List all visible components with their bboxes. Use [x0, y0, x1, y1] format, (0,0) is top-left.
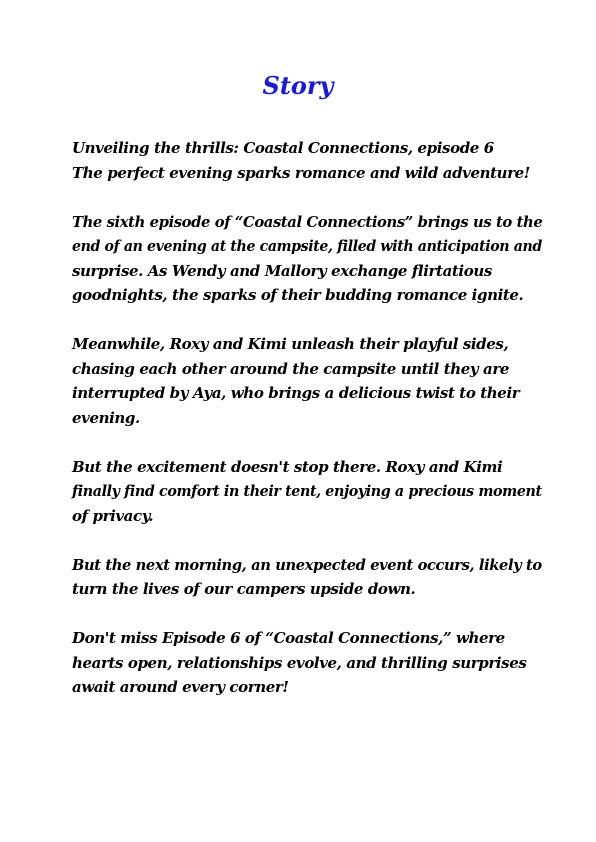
paragraph — [72, 626, 542, 700]
text-line: end of an evening at the campsite, filled with anticipation and — [72, 237, 542, 255]
text-line: await around every corner! — [72, 678, 289, 696]
text-line: chasing each other around the campsite until they are — [72, 359, 509, 378]
paragraph — [72, 455, 542, 529]
text-line: finally find comfort in their tent, enjoying a precious moment — [72, 482, 542, 500]
text-line: goodnights, the sparks of their budding romance ignite. — [72, 286, 524, 304]
text-line: interrupted by Aya, who brings a delicious twist to their — [72, 384, 520, 402]
text-line: Unveiling the thrills: Coastal Connections, episode 6 — [72, 139, 494, 157]
text-line: Don't miss Episode 6 of “Coastal Connections,” where — [72, 629, 505, 647]
story-body — [72, 136, 542, 700]
text-line: The perfect evening sparks romance and wild adventure! — [72, 163, 530, 182]
paragraph-headline — [72, 136, 542, 185]
text-line: The sixth episode of “Coastal Connections” brings us to the — [72, 212, 543, 231]
text-line: evening. — [72, 408, 140, 427]
paragraph — [72, 553, 542, 602]
text-line: But the excitement doesn't stop there. Roxy and Kimi — [72, 457, 503, 476]
paragraph — [72, 332, 542, 430]
text-line: of privacy. — [72, 506, 154, 525]
text-line: Meanwhile, Roxy and Kimi unleash their playful sides, — [72, 335, 509, 353]
paragraph — [72, 210, 542, 308]
text-line: hearts open, relationships evolve, and thrilling surprises — [72, 653, 527, 672]
text-line: But the next morning, an unexpected event occurs, likely to — [72, 555, 542, 574]
page-title: Story — [262, 71, 334, 100]
text-line: surprise. As Wendy and Mallory exchange flirtatious — [72, 261, 492, 280]
text-line: turn the lives of our campers upside down. — [72, 580, 416, 598]
